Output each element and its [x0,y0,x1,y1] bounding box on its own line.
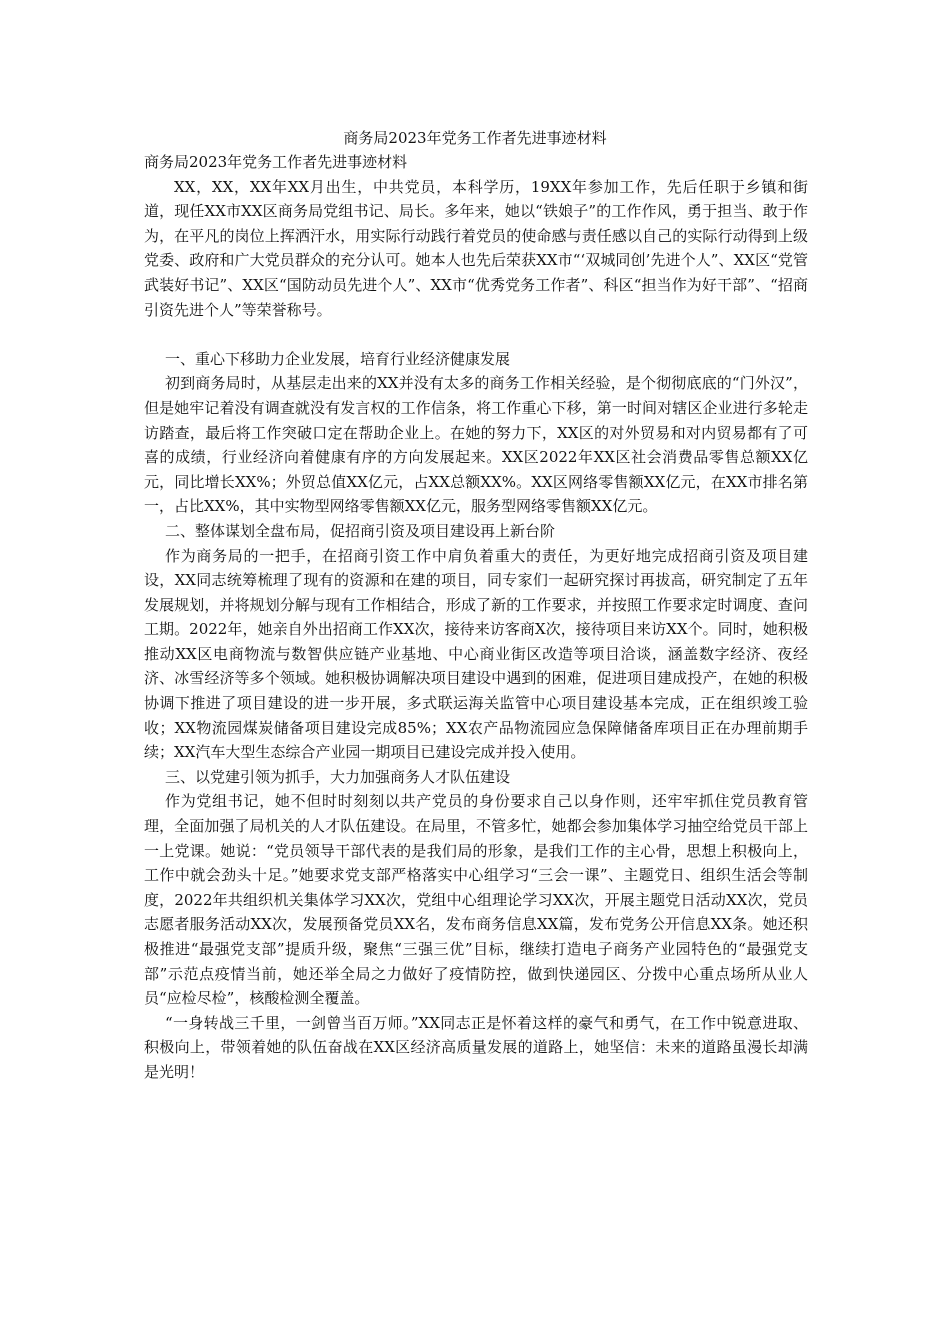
closing-paragraph: “一身转战三千里，一剑曾当百万师。”XX同志正是怀着这样的豪气和勇气，在工作中锐意进取、积极向上，带领着她的队伍奋战在XX区经济高质量发展的道路上，她坚信：未来的道路虽漫长却满是光明！ [144,1013,808,1081]
section-2-paragraph: 作为商务局的一把手，在招商引资工作中肩负着重大的责任，为更好地完成招商引资及项目建设，XX同志统筹梳理了现有的资源和在建的项目，同专家们一起研究探讨再拔高，研究制定了五年发展规划，并将规划分解与现有工作相结合，形成了新的工作要求，并按照工作要求定时调度、查问工期。2022年，她亲自外出招商工作XX次，接待来访客商X次，接待项目来访XX个。同时，她积极推动XX区电商物流与数智供应链产业基地、中心商业街区改造等项目洽谈，涵盖数字经济、夜经济、冰雪经济等多个领域。她积极协调解决项目建设中遇到的困难，促进项目建成投产，在她的积极协调下推进了项目建设的进一步开展，多式联运海关监管中心项目建设基本完成，正在组织竣工验收；XX物流园煤炭储备项目建设完成85%；XX农产品物流园应急保障储备库项目正在办理前期手续；XX汽车大型生态综合产业园一期项目已建设完成并投入使用。 [144,546,808,762]
section-1-heading: 一、重心下移助力企业发展，培育行业经济健康发展 [165,349,511,368]
document-title: 商务局2023年党务工作者先进事迹材料 [343,129,607,147]
section-2-heading: 二、整体谋划全盘布局，促招商引资及项目建设再上新台阶 [165,521,556,540]
document-subtitle: 商务局2023年党务工作者先进事迹材料 [144,153,408,171]
blank-line [144,322,808,347]
document-body [144,150,808,1085]
intro-paragraph: XX，XX，XX年XX月出生，中共党员，本科学历，19XX年参加工作，先后任职于乡镇和街道，现任XX市XX区商务局党组书记、局长。多年来，她以“铁娘子”的工作作风，勇于担当、敢于作为，在平凡的岗位上挥洒汗水，用实际行动践行着党员的使命感与责任感以自己的实际行动得到上级党委、政府和广大党员群众的充分认可。她本人也先后荣获XX市“‘双城同创’先进个人”、XX区“党管武装好书记”、XX区“国防动员先进个人”、XX市“优秀党务工作者”、科区“担当作为好干部”、“招商引资先进个人”等荣誉称号。 [144,177,808,319]
section-1-paragraph: 初到商务局时，从基层走出来的XX并没有太多的商务工作相关经验，是个彻彻底底的“门外汉”，但是她牢记着没有调查就没有发言权的工作信条，将工作重心下移，第一时间对辖区企业进行多轮走访踏查，最后将工作突破口定在帮助企业上。在她的努力下，XX区的对外贸易和对内贸易都有了可喜的成绩，行业经济向着健康有序的方向发展起来。XX区2022年XX区社会消费品零售总额XX亿元，同比增长XX%；外贸总值XX亿元，占XX总额XX%。XX区网络零售额XX亿元，在XX市排名第一，占比XX%，其中实物型网络零售额XX亿元，服务型网络零售额XX亿元。 [144,374,808,516]
section-3-paragraph: 作为党组书记，她不但时时刻刻以共产党员的身份要求自己以身作则，还牢牢抓住党员教育管理，全面加强了局机关的人才队伍建设。在局里，不管多忙，她都会参加集体学习抽空给党员干部上一上党课。她说：“党员领导干部代表的是我们局的形象，是我们工作的主心骨，思想上积极向上，工作中就会劲头十足。”她要求党支部严格落实中心组学习“三会一课”、主题党日、组织生活会等制度，2022年共组织机关集体学习XX次，党组中心组理论学习XX次，开展主题党日活动XX次，党员志愿者服务活动XX次，发展预备党员XX名，发布商务信息XX篇，发布党务公开信息XX条。她还积极推进“最强党支部”提质升级，聚焦“三强三优”目标，继续打造电子商务产业园特色的“最强党支部”示范点疫情当前，她还举全局之力做好了疫情防控，做到快递园区、分拨中心重点场所从业人员“应检尽检”，核酸检测全覆盖。 [144,792,808,1008]
section-3-heading: 三、以党建引领为抓手，大力加强商务人才队伍建设 [165,767,511,786]
